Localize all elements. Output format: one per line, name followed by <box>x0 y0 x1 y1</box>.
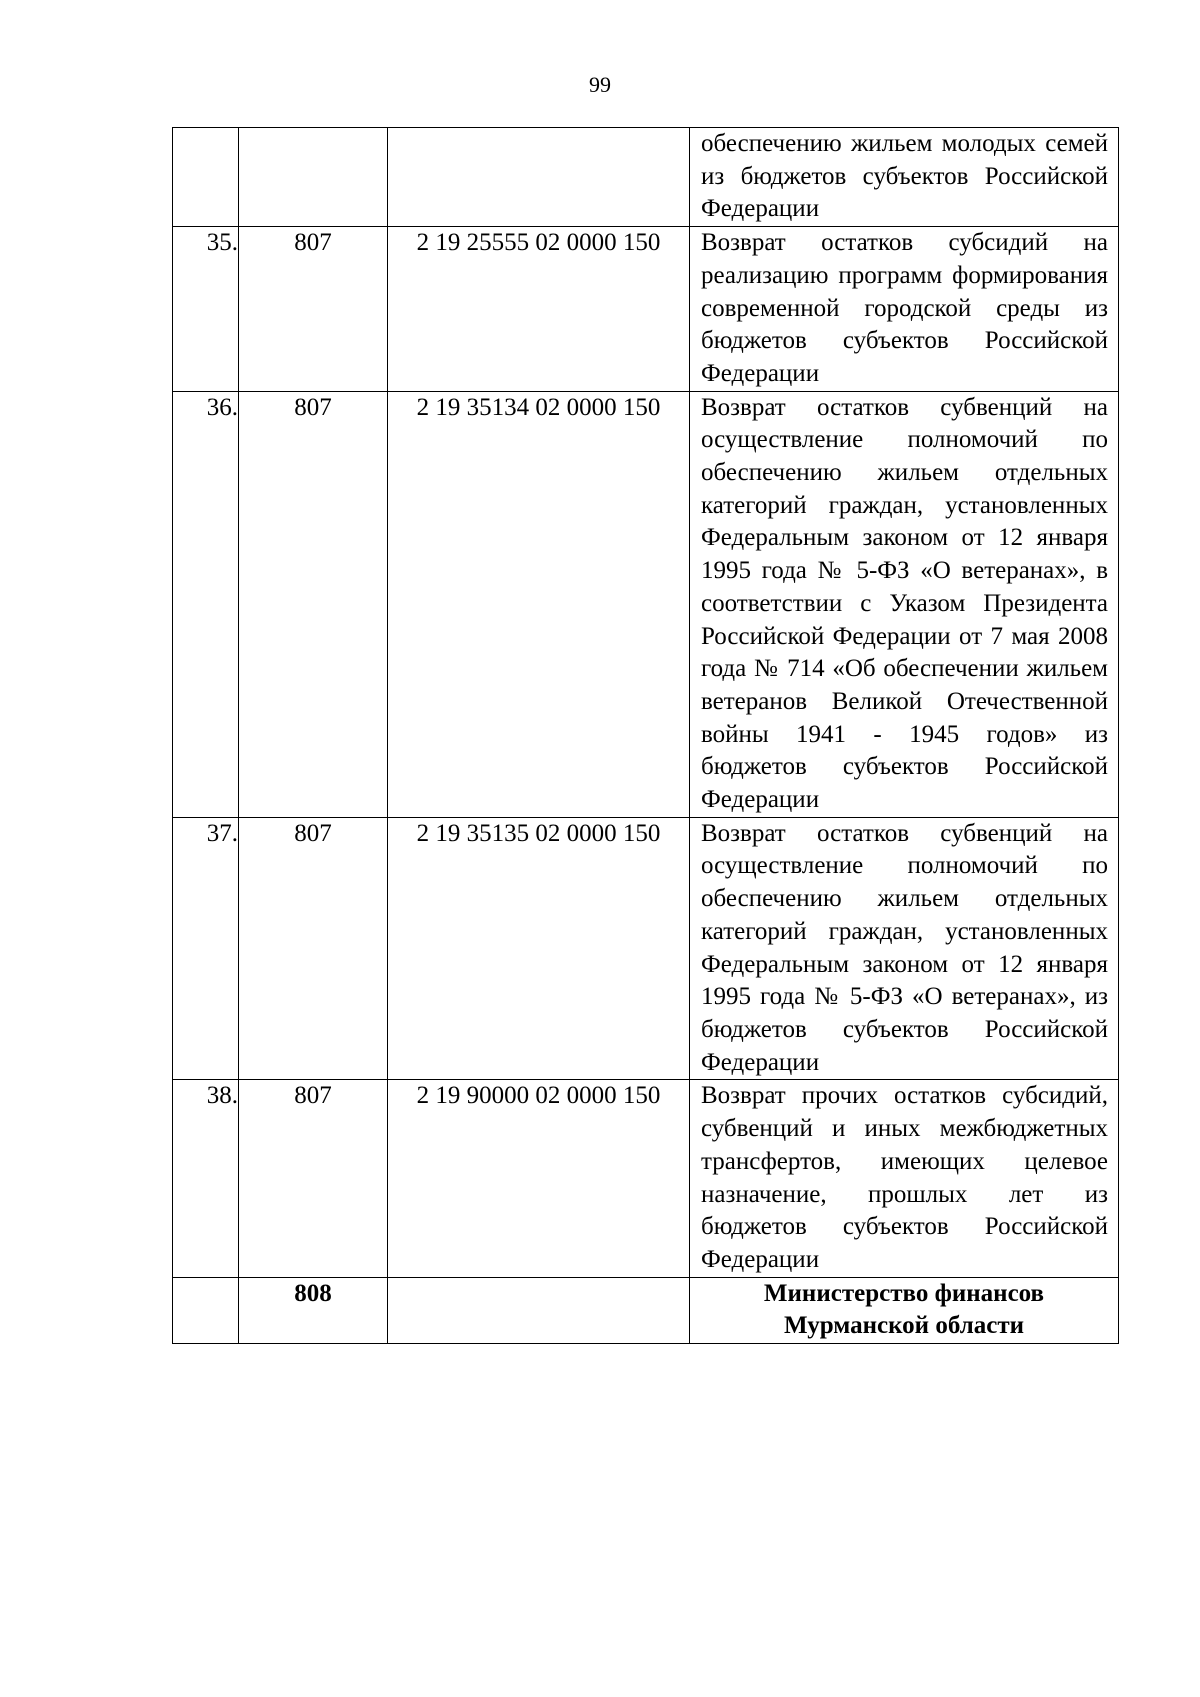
revenue-name: Возврат остатков субвенций на осуществление полномочий по обеспечению жильем отдельных категорий граждан, установленных Федеральным законом от 12 января 1995 года № 5-ФЗ «О ветеранах», из бюджетов субъектов Российской Федерации <box>690 817 1119 1080</box>
revenue-name: Возврат остатков субвенций на осуществление полномочий по обеспечению жильем отдельных категорий граждан, установленных Федеральным законом от 12 января 1995 года № 5-ФЗ «О ветеранах», в соответствии с Указом Президента Российской Федерации от 7 мая 2008 года № 714 «Об обеспечении жильем ветеранов Великой Отечественной войны 1941 - 1945 годов» из бюджетов субъектов Российской Федерации <box>690 391 1119 817</box>
revenue-code-table <box>172 127 1119 1344</box>
revenue-code <box>388 1277 690 1343</box>
administrator-code: 807 <box>239 227 388 392</box>
row-number: 36. <box>173 391 239 817</box>
table-row-35 <box>173 227 1119 392</box>
revenue-code: 2 19 25555 02 0000 150 <box>388 227 690 392</box>
row-number: 35. <box>173 227 239 392</box>
row-number: 37. <box>173 817 239 1080</box>
row-number <box>173 1277 239 1343</box>
revenue-code: 2 19 90000 02 0000 150 <box>388 1080 690 1277</box>
administrator-name: Министерство финансов Мурманской области <box>690 1277 1119 1343</box>
revenue-name: Возврат прочих остатков субсидий, субвенций и иных межбюджетных трансфертов, имеющих целевое назначение, прошлых лет из бюджетов субъектов Российской Федерации <box>690 1080 1119 1277</box>
revenue-code: 2 19 35135 02 0000 150 <box>388 817 690 1080</box>
revenue-name: Возврат остатков субсидий на реализацию программ формирования современной городской среды из бюджетов субъектов Российской Федерации <box>690 227 1119 392</box>
table-row-37 <box>173 817 1119 1080</box>
table-row-36 <box>173 391 1119 817</box>
row-number <box>173 128 239 227</box>
page-number: 99 <box>589 72 611 97</box>
revenue-code <box>388 128 690 227</box>
row-number: 38. <box>173 1080 239 1277</box>
revenue-code: 2 19 35134 02 0000 150 <box>388 391 690 817</box>
table-row-38 <box>173 1080 1119 1277</box>
administrator-code: 807 <box>239 391 388 817</box>
administrator-code: 808 <box>239 1277 388 1343</box>
revenue-name: обеспечению жильем молодых семей из бюджетов субъектов Российской Федерации <box>690 128 1119 227</box>
administrator-code: 807 <box>239 817 388 1080</box>
administrator-code: 807 <box>239 1080 388 1277</box>
administrator-code <box>239 128 388 227</box>
table-row-continuation <box>173 128 1119 227</box>
table-row-administrator-header <box>173 1277 1119 1343</box>
